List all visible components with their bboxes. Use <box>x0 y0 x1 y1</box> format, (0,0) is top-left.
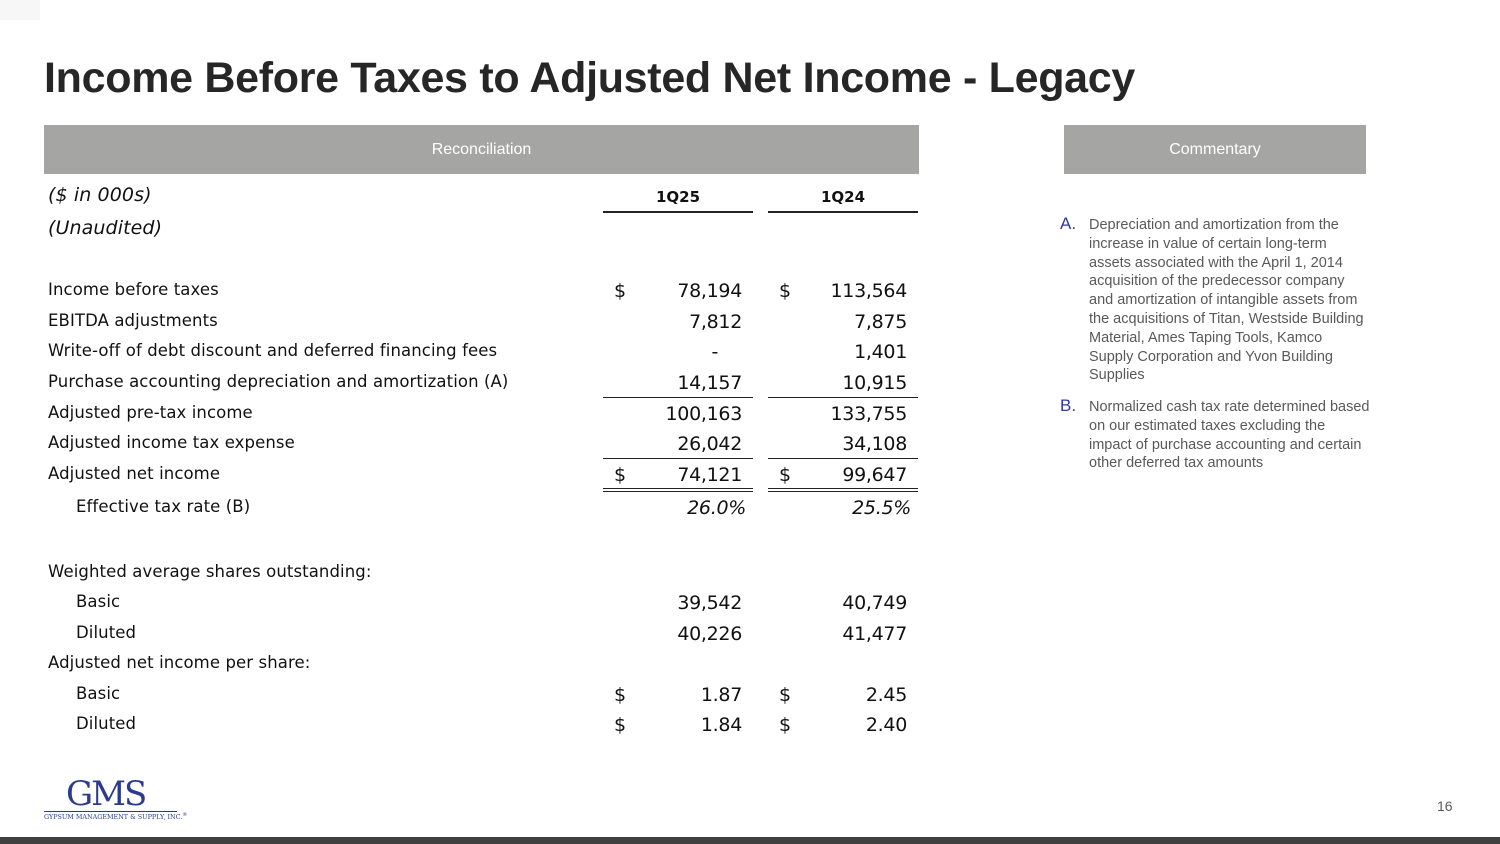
row-label: Weighted average shares outstanding: <box>48 562 372 581</box>
currency-symbol: $ <box>614 714 627 736</box>
value-1q25: 1.87 <box>700 684 742 706</box>
table-row <box>48 592 918 622</box>
gms-logo <box>44 774 188 822</box>
row-label: Basic <box>76 684 121 703</box>
table-row <box>48 280 918 310</box>
commentary-text: Depreciation and amortization from the increase in value of certain long-term assets associated with the April 1, 2014 acquisition of the predecessor company and amortization of intangible assets from the acquisitions of Titan, Westside Building Material, Ames Taping Tools, Kamco Supply Corporation and Yvon Building Supplies <box>1089 217 1364 384</box>
currency-symbol: $ <box>614 280 627 302</box>
table-row <box>48 684 918 714</box>
value-1q24: 34,108 <box>842 433 907 455</box>
value-1q24: 133,755 <box>830 403 907 425</box>
page-number: 16 <box>1437 798 1453 814</box>
currency-symbol: $ <box>779 280 792 302</box>
row-label: Purchase accounting depreciation and amortization (A) <box>48 372 509 391</box>
row-label: Adjusted income tax expense <box>48 433 295 452</box>
column-header-1q24: 1Q24 <box>820 188 866 206</box>
row-label: Adjusted net income per share: <box>48 653 311 672</box>
row-label: Diluted <box>76 714 137 733</box>
column-header-1q25: 1Q25 <box>655 188 701 206</box>
value-1q24: 99,647 <box>842 464 907 486</box>
bottom-bar <box>0 837 1500 844</box>
commentary-header: Commentary <box>1064 125 1366 174</box>
value-1q25: 14,157 <box>677 372 742 394</box>
subtotal-rule-1q25 <box>603 458 753 459</box>
table-row <box>48 311 918 341</box>
table-row <box>48 341 918 371</box>
commentary-item-b <box>1060 398 1370 473</box>
value-1q24: 2.45 <box>865 684 907 706</box>
table-row <box>48 497 918 527</box>
column-underline-1q25 <box>603 211 753 213</box>
table-row <box>48 714 918 744</box>
table-row <box>48 562 918 592</box>
row-label: Adjusted net income <box>48 464 221 483</box>
row-label: Adjusted pre-tax income <box>48 403 253 422</box>
value-1q25: 7,812 <box>689 311 742 333</box>
value-1q25: 39,542 <box>677 592 742 614</box>
units-label: ($ in 000s) <box>48 184 152 206</box>
commentary-marker: B. <box>1060 396 1077 415</box>
value-1q25: 26.0% <box>687 497 746 519</box>
value-1q24: 40,749 <box>842 592 907 614</box>
currency-symbol: $ <box>779 714 792 736</box>
table-row <box>48 464 918 494</box>
currency-symbol: $ <box>614 684 627 706</box>
value-1q24: 1,401 <box>854 341 907 363</box>
total-double-rule-1q24 <box>768 491 918 492</box>
commentary-item-a <box>1060 216 1370 385</box>
subtotal-rule-1q24 <box>768 458 918 459</box>
value-1q24: 2.40 <box>865 714 907 736</box>
value-1q24: 41,477 <box>842 623 907 645</box>
column-underline-1q24 <box>768 211 918 213</box>
row-label: Basic <box>76 592 121 611</box>
value-1q25: 1.84 <box>700 714 742 736</box>
row-label: Diluted <box>76 623 137 642</box>
value-1q25: 40,226 <box>677 623 742 645</box>
value-1q25: - <box>711 341 718 363</box>
subtotal-rule-1q24 <box>768 397 918 398</box>
reconciliation-header: Reconciliation <box>44 125 919 174</box>
value-1q24: 25.5% <box>852 497 911 519</box>
row-label: Effective tax rate (B) <box>76 497 251 516</box>
unaudited-label: (Unaudited) <box>48 217 163 239</box>
logo-tagline: GYPSUM MANAGEMENT & SUPPLY, INC.® <box>44 812 188 822</box>
page-title: Income Before Taxes to Adjusted Net Income - Legacy <box>44 54 1136 102</box>
table-row <box>48 653 918 683</box>
commentary-marker: A. <box>1060 214 1077 233</box>
value-1q24: 10,915 <box>842 372 907 394</box>
unaudited-row <box>48 217 918 247</box>
commentary-text: Normalized cash tax rate determined based on our estimated taxes excluding the impact of purchase accounting and certain other deferred tax amounts <box>1089 399 1370 472</box>
value-1q25: 78,194 <box>677 280 742 302</box>
value-1q25: 26,042 <box>677 433 742 455</box>
table-row <box>48 623 918 653</box>
row-label: Income before taxes <box>48 280 219 299</box>
row-label: Write-off of debt discount and deferred financing fees <box>48 341 498 360</box>
table-row <box>48 403 918 433</box>
value-1q24: 113,564 <box>830 280 907 302</box>
logo-wordmark: GMS <box>66 774 146 814</box>
currency-symbol: $ <box>779 464 792 486</box>
currency-symbol: $ <box>614 464 627 486</box>
value-1q24: 7,875 <box>854 311 907 333</box>
currency-symbol: $ <box>779 684 792 706</box>
value-1q25: 74,121 <box>677 464 742 486</box>
value-1q25: 100,163 <box>665 403 742 425</box>
total-double-rule-1q25 <box>603 491 753 492</box>
row-label: EBITDA adjustments <box>48 311 218 330</box>
total-double-rule-1q25 <box>603 488 753 489</box>
subtotal-rule-1q25 <box>603 397 753 398</box>
total-double-rule-1q24 <box>768 488 918 489</box>
